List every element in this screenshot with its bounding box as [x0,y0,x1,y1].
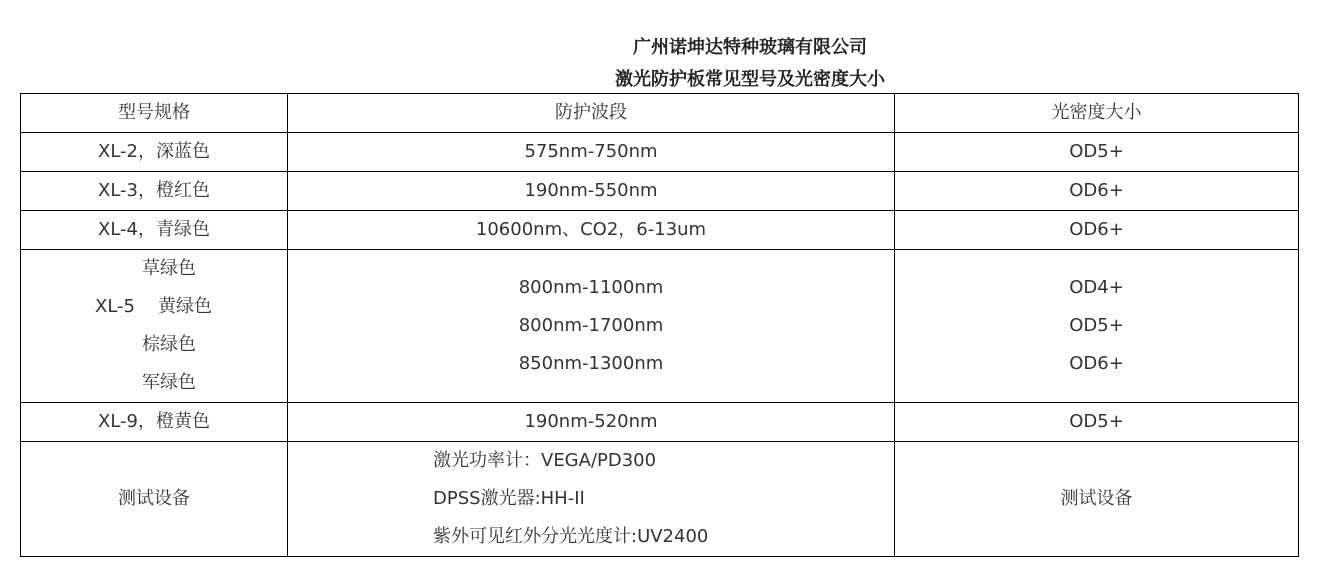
table-row [21,172,1299,211]
cell-test-equipment [288,442,895,557]
xl5-band: 800nm-1100nm [518,277,664,298]
spec-table [20,93,1299,557]
header-band: 防护波段 [288,94,895,133]
equipment-item: DPSS激光器:HH-II [433,488,585,509]
cell-test-label: 测试设备 [21,442,288,557]
header-model: 型号规格 [21,94,288,133]
cell-band: 190nm-550nm [288,172,895,211]
xl5-model: XL-5 [95,296,135,317]
table-row [21,211,1299,250]
equipment-item: 紫外可见红外分光光度计:UV2400 [433,526,709,547]
cell-band: 190nm-520nm [288,403,895,442]
cell-od: OD5+ [895,403,1299,442]
header-od: 光密度大小 [895,94,1299,133]
table-row [21,133,1299,172]
xl5-od: OD5+ [1069,315,1124,336]
company-title: 广州诺坤达特种玻璃有限公司 [633,37,867,58]
cell-od: OD6+ [895,172,1299,211]
cell-model: XL-2，深蓝色 [21,133,288,172]
xl5-band: 800nm-1700nm [518,315,664,336]
xl5-color: 军绿色 [142,372,196,393]
cell-model: XL-4，青绿色 [21,211,288,250]
xl5-color: 草绿色 [142,258,196,279]
cell-band: 10600nm、CO2，6-13um [288,211,895,250]
equipment-item: 激光功率计：VEGA/PD300 [433,450,657,471]
cell-model-xl5 [21,250,288,403]
cell-od-xl5 [895,250,1299,403]
cell-od: OD6+ [895,211,1299,250]
table-title: 激光防护板常见型号及光密度大小 [615,69,885,90]
header-row [21,94,1299,133]
cell-model: XL-3，橙红色 [21,172,288,211]
cell-test-label-right: 测试设备 [895,442,1299,557]
cell-od: OD5+ [895,133,1299,172]
cell-model: XL-9，橙黄色 [21,403,288,442]
xl5-od: OD4+ [1069,277,1124,298]
table-row-test [21,442,1299,557]
table-row [21,403,1299,442]
xl5-color: 棕绿色 [142,334,196,355]
cell-band-xl5 [288,250,895,403]
cell-band: 575nm-750nm [288,133,895,172]
xl5-color: 黄绿色 [158,296,212,317]
xl5-od: OD6+ [1069,353,1124,374]
table-row-xl5 [21,250,1299,403]
xl5-band: 850nm-1300nm [518,353,664,374]
